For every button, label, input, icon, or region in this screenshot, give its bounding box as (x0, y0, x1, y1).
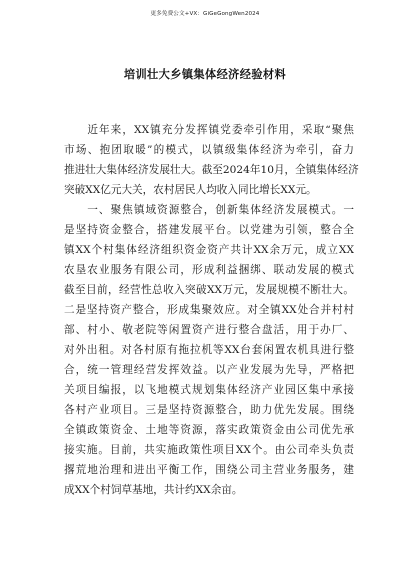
body-line: 撂荒地治理和进出平衡工作，围绕公司主营业务服务，建 (64, 464, 354, 476)
body-line: 农垦农业服务有限公司，形成利益捆绑、联动发展的模式 (64, 264, 354, 276)
body-line: 推进壮大集体经济发展壮大。截至2024年10月，全镇集体经济 (64, 164, 359, 176)
header-contact-note: 更多免费公文+VX：GiGeGongWen2024 (150, 11, 260, 17)
body-line: 一、聚焦镇域资源整合，创新集体经济发展模式。一 (64, 204, 354, 216)
body-line: 全镇政策资金、土地等资源，落实政策资金由公司优先承 (64, 424, 354, 436)
body-line: 各村产业项目。三是坚持资源整合，助力优先发展。围绕 (64, 404, 354, 416)
body-line: 接实施。目前，共实施政策性项目XX个。由公司牵头负责 (64, 444, 354, 456)
body-line: 部、村小、敬老院等闲置资产进行整合盘活，用于办厂、 (64, 324, 354, 336)
body-line: 镇XX个村集体经济组织资金资产共计XX余万元，成立XX (64, 244, 354, 256)
body-line: 近年来，XX镇充分发挥镇党委牵引作用，采取“聚焦 (64, 124, 354, 136)
body-line: 对外出租。对各村原有拖拉机等XX台套闲置农机具进行整 (64, 344, 354, 356)
document-title: 培训壮大乡镇集体经济经验材料 (123, 68, 287, 81)
body-line: 成XX个村饲草基地，共计约XX余亩。 (64, 484, 243, 496)
body-line: 截至目前，经营性总收入突破XX万元，发展规模不断壮大。 (64, 284, 354, 296)
body-line: 合，统一管理经营发挥效益。以产业发展为先导，严格把 (64, 364, 354, 376)
body-line: 二是坚持资产整合，形成集聚效应。对全镇XX处合并村村 (64, 304, 354, 316)
body-line: 是坚持资金整合，搭建发展平台。以党建为引领，整合全 (64, 224, 354, 236)
body-line: 突破XX亿元大关，农村居民人均收入同比增长XX元。 (64, 184, 317, 196)
body-line: 市场、抱团取暖”的模式，以镇级集体经济为牵引，奋力 (64, 144, 354, 156)
body-line: 关项目编报，以飞地模式规划集体经济产业园区集中承接 (64, 384, 354, 396)
